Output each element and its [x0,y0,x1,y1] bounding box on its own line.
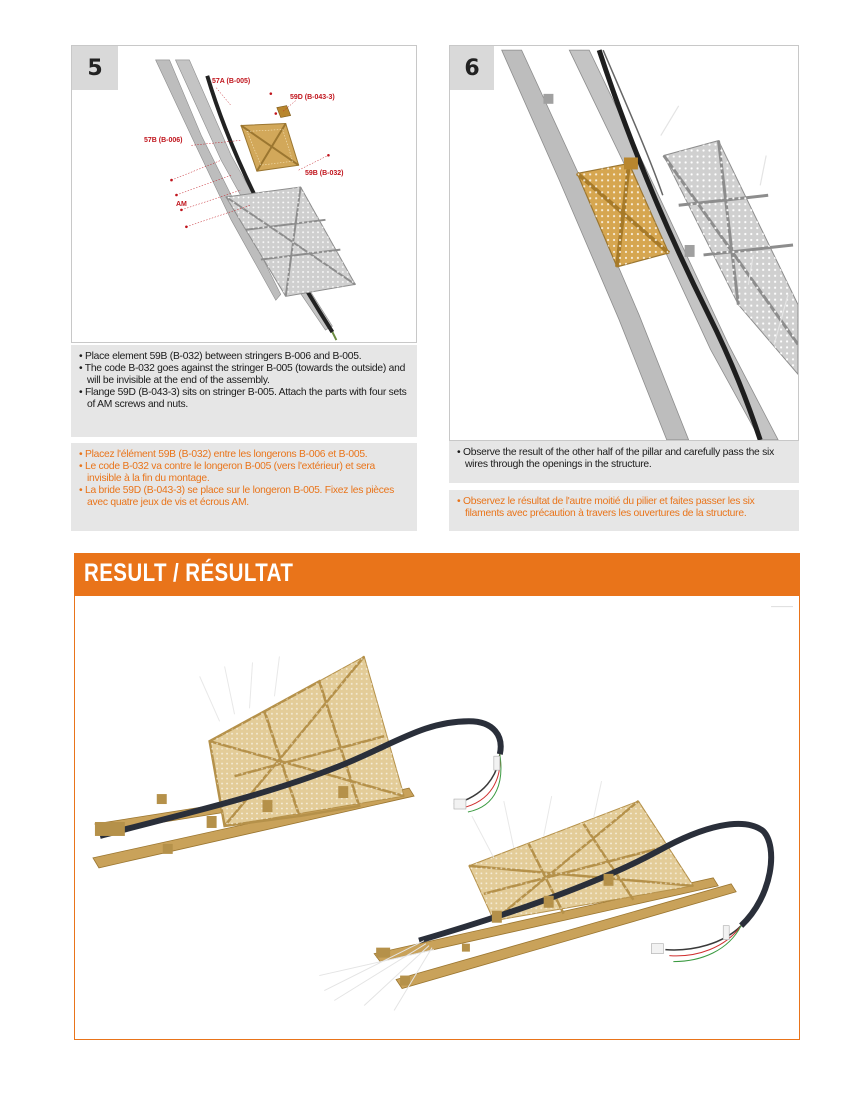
result-illustration [75,596,799,1039]
step-6-french-instructions [449,490,799,531]
instruction-item: • Place element 59B (B-032) between stringers B-006 and B-005. [79,351,407,363]
right-assembly [319,781,771,1010]
result-panel [74,553,800,1040]
instruction-item: • Placez l'élément 59B (B-032) entre les longerons B-006 et B-005. [79,449,407,461]
callout-59d: 59D (B-043-3) [290,94,335,101]
step-5-illustration [72,46,416,342]
callout-57a: 57A (B-005) [212,78,251,85]
callout-am: AM [176,201,187,208]
step-5-number: 5 [72,46,118,90]
step-5-english-instructions [71,345,417,437]
step-6-number: 6 [450,46,494,90]
instruction-item: • La bride 59D (B-043-3) se place sur le longeron B-005. Fixez les pièces avec quatre jeux de vis et écrous AM. [79,485,407,509]
instruction-item: • Le code B-032 va contre le longeron B-005 (vers l'extérieur) et sera invisible à la fin du montage. [79,461,407,485]
step-5-panel [71,45,417,343]
step-6-illustration [450,46,798,440]
instruction-item: • Flange 59D (B-043-3) sits on stringer B-005. Attach the parts with four sets of AM screws and nuts. [79,387,407,411]
step-6-panel [449,45,799,441]
result-title: RESULT / RÉSULTAT [84,559,294,587]
result-header [75,554,799,596]
step-5-french-instructions [71,443,417,531]
callout-59b: 59B (B-032) [305,170,344,177]
instruction-item: • The code B-032 goes against the stringer B-005 (towards the outside) and will be invisible at the end of the assembly. [79,363,407,387]
step-6-english-instructions [449,441,799,483]
instruction-item: • Observe the result of the other half of the pillar and carefully pass the six wires through the openings in the structure. [457,447,789,471]
callout-57b: 57B (B-006) [144,137,183,144]
instruction-item: • Observez le résultat de l'autre moitié du pilier et faites passer les six filaments avec précaution à travers les ouvertures de la structure. [457,496,789,520]
left-assembly [93,656,501,867]
